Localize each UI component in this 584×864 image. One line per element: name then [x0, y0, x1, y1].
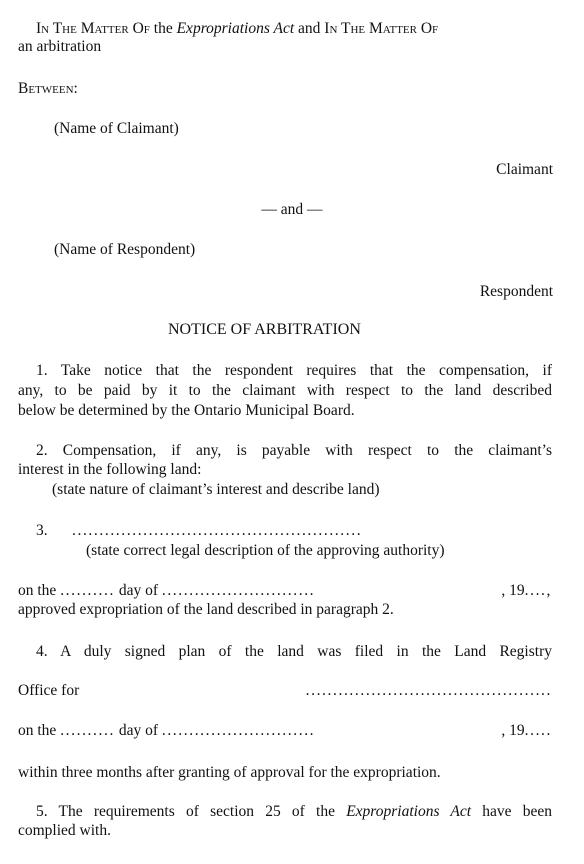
- on-the-label: on the: [18, 582, 57, 599]
- on-the-label: on the: [18, 722, 57, 739]
- para-2-instruction: (state nature of claimant’s interest and describe land): [52, 481, 380, 498]
- matter-heading-line-2: an arbitration: [18, 38, 102, 55]
- between-label: Between:: [18, 80, 78, 97]
- respondent-name-placeholder: (Name of Respondent): [54, 241, 196, 258]
- and-separator: — and —: [261, 201, 323, 218]
- para-5-line-2: complied with.: [18, 822, 111, 839]
- claimant-name-placeholder: (Name of Claimant): [54, 120, 179, 137]
- matter-phrase: In The Matter Of: [36, 20, 150, 37]
- year-blank: ....,: [524, 582, 552, 599]
- day-of-label: day of: [118, 582, 158, 599]
- filing-date-line: [18, 722, 552, 740]
- year-prefix: , 19: [501, 722, 525, 739]
- respondent-role-label: Respondent: [479, 283, 553, 300]
- authority-instruction: (state correct legal description of the approving authority): [86, 542, 445, 559]
- claimant-role-label: Claimant: [496, 161, 553, 178]
- office-for-label: Office for: [18, 682, 80, 699]
- matter-heading-line-1: [36, 20, 438, 38]
- filing-date-line-text: [18, 722, 315, 740]
- month-blank: ............................: [161, 722, 316, 739]
- registry-office-line: [18, 682, 552, 700]
- act-name: Expropriations Act: [176, 20, 295, 37]
- approval-date-line-text: [18, 582, 315, 600]
- para-2-line-1: 2. Compensation, if any, is payable with respect to the claimant’s: [36, 442, 552, 459]
- day-blank: ..........: [60, 582, 115, 599]
- para-3-number: 3.: [36, 522, 48, 539]
- para-1-line-3: below be determined by the Ontario Municipal Board.: [18, 402, 355, 419]
- year-blank: .....: [524, 722, 552, 739]
- matter-phrase: In The Matter Of: [324, 20, 439, 37]
- year-group: [501, 582, 552, 600]
- month-blank: ............................: [161, 582, 316, 599]
- office-blank: .............................................: [305, 682, 552, 699]
- approval-date-line: [18, 582, 552, 600]
- matter-connector: the: [153, 20, 173, 37]
- document-title: NOTICE OF ARBITRATION: [168, 321, 361, 338]
- year-prefix: , 19: [501, 582, 525, 599]
- para-5-text-b: have been: [482, 803, 553, 820]
- para-4-line-1: 4. A duly signed plan of the land was filed in the Land Registry: [36, 643, 552, 660]
- day-blank: ..........: [60, 722, 115, 739]
- para-4-line-4: within three months after granting of approval for the expropriation.: [18, 764, 441, 781]
- day-of-label: day of: [118, 722, 158, 739]
- para-2-line-2: interest in the following land:: [18, 461, 202, 478]
- authority-blank-line: .....................................................: [72, 522, 363, 539]
- act-name: Expropriations Act: [346, 803, 472, 820]
- para-5-line-1: [36, 803, 552, 821]
- para-5-text-a: 5. The requirements of section 25 of the: [36, 803, 335, 820]
- year-group: [501, 722, 552, 740]
- matter-connector: and: [298, 20, 321, 37]
- para-3-line-3: approved expropriation of the land described in paragraph 2.: [18, 601, 394, 618]
- para-1-line-1: 1. Take notice that the respondent requires that the compensation, if: [36, 362, 552, 379]
- para-1-line-2: any, to be paid by it to the claimant with respect to the land described: [18, 382, 552, 399]
